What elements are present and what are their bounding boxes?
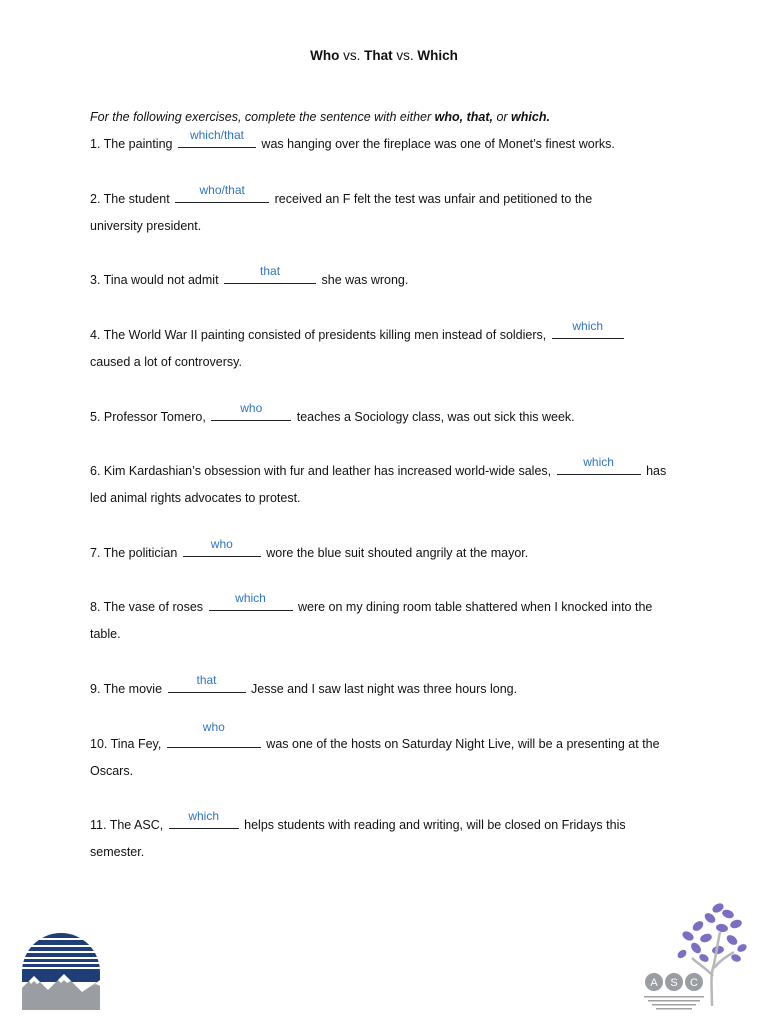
answer-blank[interactable]: [209, 591, 293, 611]
question-7: [90, 537, 690, 567]
title-vs-1: vs.: [339, 48, 365, 63]
answer-text: which/that: [189, 128, 244, 142]
instructions: [90, 110, 550, 124]
question-text-after: helps students with reading and writing, will be closed on Fridays this semester.: [90, 818, 626, 859]
question-4: [90, 319, 665, 376]
asc-circles: [645, 973, 703, 991]
college-logo: [20, 910, 102, 1010]
title-which: Which: [417, 48, 458, 63]
question-1: [90, 128, 690, 158]
answer-blank[interactable]: [167, 720, 261, 748]
question-text-before: 6. Kim Kardashian’s obsession with fur and leather has increased world-wide sales,: [90, 464, 555, 478]
asc-letter-c: C: [690, 977, 698, 989]
answer-text: which: [188, 809, 220, 823]
asc-letter-a: A: [650, 977, 658, 989]
question-text-before: 1. The painting: [90, 137, 176, 151]
answer-text: who: [240, 401, 263, 415]
title-who: Who: [310, 48, 340, 63]
asc-tagline-lines: [644, 996, 704, 1010]
question-text-after: teaches a Sociology class, was out sick this week.: [293, 410, 575, 424]
question-text-before: 3. Tina would not admit: [90, 273, 223, 287]
question-text-after: wore the blue suit shouted angrily at the mayor.: [262, 546, 529, 560]
answer-blank[interactable]: [552, 319, 624, 339]
question-text-before: 2. The student: [90, 192, 174, 206]
question-text-before: 5. Professor Tomero,: [90, 410, 210, 424]
question-8: [90, 591, 670, 648]
question-text-after: Jesse and I saw last night was three hours long.: [247, 682, 518, 696]
answer-text: which: [572, 319, 604, 333]
question-text-after: has led animal rights advocates to protest.: [90, 464, 667, 505]
instructions-which: which.: [511, 110, 550, 124]
answer-text: who: [202, 720, 225, 734]
answer-text: who: [210, 537, 233, 551]
answer-blank[interactable]: [178, 128, 256, 148]
question-3: [90, 264, 690, 294]
answer-text: which: [235, 591, 266, 605]
question-text-after: she was wrong.: [318, 273, 409, 287]
sun-stripes: [20, 932, 102, 972]
question-text-before: 9. The movie: [90, 682, 166, 696]
answer-blank[interactable]: [183, 537, 261, 557]
question-text-before: 4. The World War II painting consisted of presidents killing men instead of soldiers,: [90, 328, 550, 342]
answer-text: that: [196, 673, 217, 687]
title-vs-2: vs.: [392, 48, 418, 63]
question-text-after: received an F felt the test was unfair and petitioned to the university president.: [90, 192, 593, 233]
instructions-who: who,: [434, 110, 464, 124]
answer-blank[interactable]: [224, 264, 316, 284]
answer-blank[interactable]: [169, 809, 239, 829]
answer-text: that: [260, 264, 281, 278]
title-that: That: [364, 48, 393, 63]
answer-blank[interactable]: [211, 401, 291, 421]
answer-text: who/that: [199, 183, 245, 197]
asc-letter-s: S: [670, 977, 678, 989]
tree-trunk: [692, 932, 734, 1006]
question-9: [90, 673, 690, 703]
question-10: [90, 720, 675, 785]
question-text-after: were on my dining room table shattered when I knocked into the table.: [90, 600, 653, 641]
question-text-before: 7. The politician: [90, 546, 181, 560]
answer-blank[interactable]: [175, 183, 269, 203]
tree-leaves: [676, 902, 748, 964]
question-text-before: 10. Tina Fey,: [90, 737, 165, 751]
instructions-that: that,: [466, 110, 493, 124]
question-6: [90, 455, 680, 512]
question-text-after: was hanging over the fireplace was one of Monet’s finest works.: [257, 137, 615, 151]
question-text-before: 11. The ASC,: [90, 818, 167, 832]
question-2: [90, 183, 635, 240]
instructions-or: or: [492, 110, 512, 124]
instructions-text: For the following exercises, complete the sentence with either: [90, 110, 435, 124]
answer-blank[interactable]: [557, 455, 641, 475]
question-5: [90, 401, 690, 431]
question-11: [90, 809, 665, 866]
answer-text: which: [583, 455, 614, 469]
page-title: [0, 48, 768, 63]
answer-blank[interactable]: [168, 673, 246, 693]
asc-tree-logo: [640, 898, 750, 1016]
question-text-after: was one of the hosts on Saturday Night Live, will be a presenting at the Oscars.: [90, 737, 660, 778]
question-text-after: caused a lot of controversy.: [90, 355, 242, 369]
question-text-before: 8. The vase of roses: [90, 600, 207, 614]
